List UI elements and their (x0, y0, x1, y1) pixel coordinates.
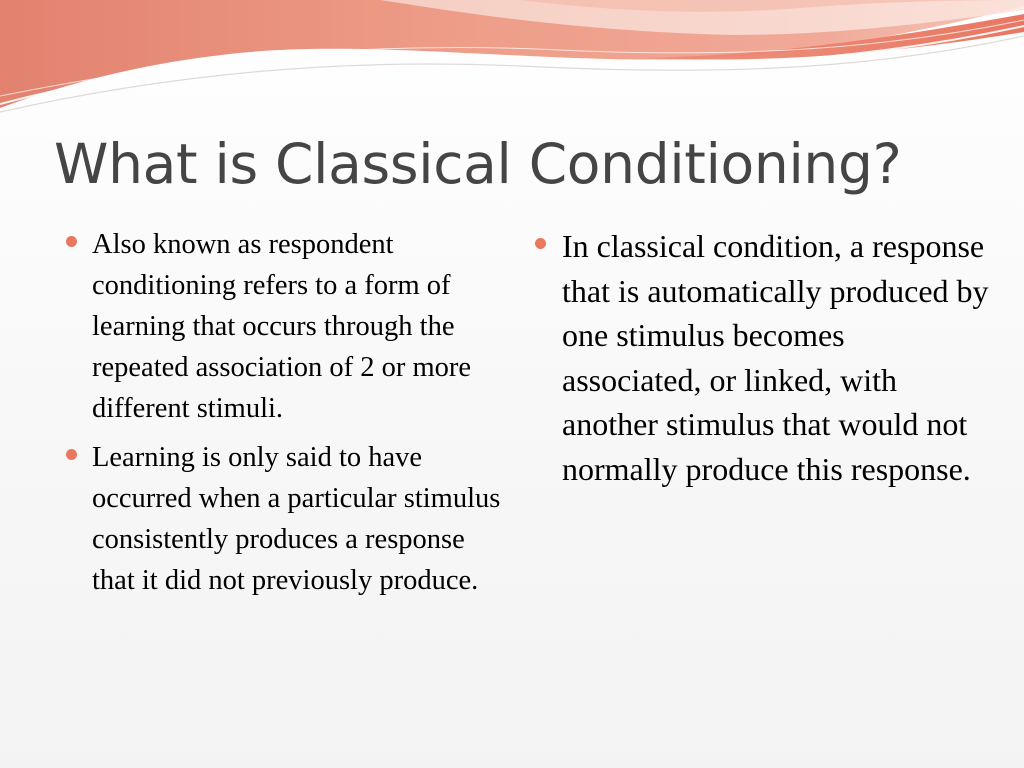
left-bullet-list (92, 224, 512, 609)
bullet-text: Learning is only said to have occurred when a particular stimulus consistently produces a response that it did not previously produce. (92, 442, 501, 596)
bullet-item (92, 224, 512, 429)
bullet-item (92, 437, 512, 601)
bullet-text: In classical condition, a response that is automatically produced by one stimulus becomes associated, or linked, with another stimulus that would not normally produce this response. (562, 228, 989, 487)
bullet-dot-icon (535, 238, 546, 249)
bullet-text: Also known as respondent conditioning refers to a form of learning that occurs through the repeated association of 2 or more different stimuli. (92, 229, 472, 424)
bullet-item (562, 224, 992, 491)
bullet-dot-icon (66, 449, 77, 460)
header-wave-decoration (0, 0, 1024, 120)
right-bullet-list (562, 224, 992, 499)
slide-title: What is Classical Conditioning? (54, 132, 902, 196)
bullet-dot-icon (66, 236, 77, 247)
